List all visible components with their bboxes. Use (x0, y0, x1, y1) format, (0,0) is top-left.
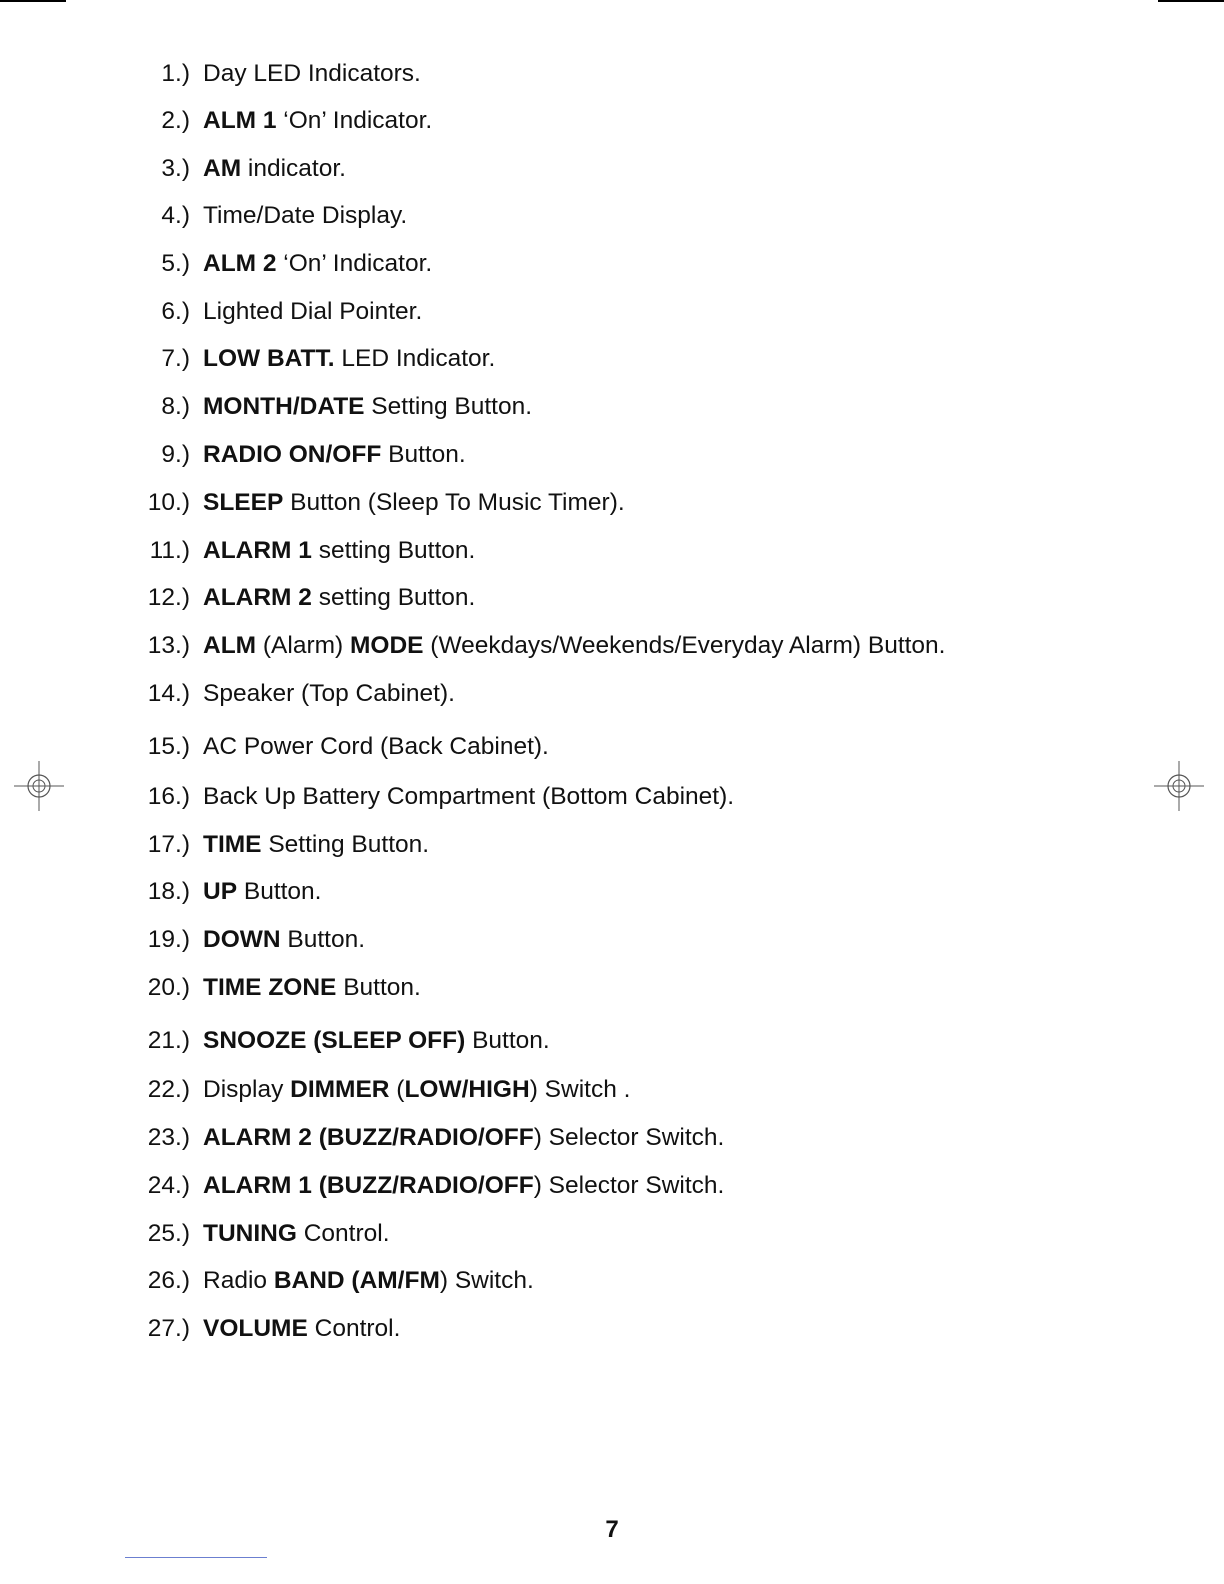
item-label-bold: TUNING (203, 1220, 297, 1247)
list-item (140, 199, 407, 233)
item-number: 25.) (147, 1220, 190, 1247)
item-label: setting Button. (311, 537, 476, 564)
item-label: Radio (203, 1267, 274, 1294)
list-item (140, 730, 549, 764)
list-item (140, 581, 475, 615)
item-number: 5.) (161, 250, 190, 277)
list-item (140, 57, 421, 91)
item-text (203, 155, 346, 182)
registration-mark-right-icon (1154, 761, 1204, 811)
item-label-bold: MODE (350, 632, 424, 659)
item-number: 2.) (161, 107, 190, 134)
item-text (203, 680, 455, 707)
item-label: Button. (465, 1027, 550, 1054)
list-item (140, 1264, 534, 1298)
item-text (203, 298, 422, 325)
list-item (140, 923, 365, 957)
item-text (203, 1267, 534, 1294)
item-label-bold: DOWN (203, 926, 281, 953)
item-number: 11.) (149, 537, 190, 564)
item-label-bold: VOLUME (203, 1315, 308, 1342)
item-label-bold: ALARM 2 (BUZZ/RADIO/OFF (203, 1124, 534, 1151)
item-text (203, 393, 532, 420)
item-label-bold: ALARM 1 (BUZZ/RADIO/OFF (203, 1172, 534, 1199)
item-label: ‘On’ Indicator. (276, 250, 433, 277)
footer-rule (125, 1557, 267, 1558)
item-text (203, 584, 475, 611)
item-label: AC Power Cord (Back Cabinet). (203, 733, 549, 760)
item-label: (Weekdays/Weekends/Everyday Alarm) Button. (423, 632, 946, 659)
item-number: 1.) (161, 60, 190, 87)
item-label: Button. (336, 974, 421, 1001)
list-item (140, 295, 422, 329)
item-number: 15.) (147, 733, 190, 760)
item-label-bold: ALARM 1 (203, 537, 312, 564)
item-text (203, 831, 429, 858)
item-label: Setting Button. (261, 831, 430, 858)
item-label-bold: TIME (203, 831, 262, 858)
list-item (140, 247, 432, 281)
item-text (203, 345, 495, 372)
item-label-bold: ALM 2 (203, 250, 277, 277)
item-text (203, 202, 407, 229)
item-label: (Alarm) (256, 632, 350, 659)
list-item (140, 1073, 630, 1107)
list-item (140, 1024, 550, 1058)
item-text (203, 537, 475, 564)
list-item (140, 534, 475, 568)
item-text (203, 783, 734, 810)
registration-mark-left-icon (14, 761, 64, 811)
item-number: 6.) (161, 298, 190, 325)
item-number: 3.) (161, 155, 190, 182)
item-text (203, 250, 432, 277)
list-item (140, 780, 734, 814)
item-label: Setting Button. (364, 393, 533, 420)
list-item (140, 1121, 724, 1155)
list-item (140, 152, 346, 186)
item-label: Button. (280, 926, 366, 953)
item-number: 13.) (147, 632, 190, 659)
item-label: Button. (237, 878, 322, 905)
item-label: indicator. (241, 155, 346, 182)
list-item (140, 438, 466, 472)
item-label: Button. (381, 441, 466, 468)
list-item (140, 971, 421, 1005)
item-label-bold: SNOOZE (SLEEP OFF) (203, 1027, 466, 1054)
list-item (140, 486, 625, 520)
item-number: 19.) (147, 926, 190, 953)
item-label: setting Button. (311, 584, 476, 611)
item-label-bold: AM (203, 155, 242, 182)
item-label: ( (389, 1076, 405, 1103)
item-label: Back Up Battery Compartment (Bottom Cabinet). (203, 783, 735, 810)
crop-mark-top-left (0, 0, 66, 2)
crop-mark-top-right (1158, 0, 1224, 2)
item-text (203, 733, 549, 760)
item-text (203, 1124, 724, 1151)
item-number: 17.) (147, 831, 190, 858)
list-item (140, 629, 946, 663)
list-item (140, 1169, 724, 1203)
item-text (203, 1076, 630, 1103)
item-label-bold: TIME ZONE (203, 974, 337, 1001)
item-number: 4.) (161, 202, 190, 229)
list-item (140, 1217, 390, 1251)
item-label-bold: DIMMER (290, 1076, 390, 1103)
item-label: Time/Date Display. (203, 202, 408, 229)
item-label-bold: SLEEP (203, 489, 284, 516)
item-number: 9.) (161, 441, 190, 468)
item-number: 18.) (147, 878, 190, 905)
item-text (203, 1027, 550, 1054)
item-number: 21.) (147, 1027, 190, 1054)
item-label-bold: BAND (AM/FM (273, 1267, 440, 1294)
item-label-bold: MONTH/DATE (203, 393, 365, 420)
list-item (140, 875, 322, 909)
item-number: 12.) (147, 584, 190, 611)
item-text (203, 632, 946, 659)
item-text (203, 1315, 400, 1342)
item-number: 7.) (161, 345, 190, 372)
item-label-bold: LOW BATT. (203, 345, 335, 372)
item-text (203, 489, 625, 516)
list-item (140, 104, 432, 138)
item-label: Button (Sleep To Music Timer). (283, 489, 625, 516)
item-label: Speaker (Top Cabinet). (203, 680, 455, 707)
item-label: Display (203, 1076, 291, 1103)
list-item (140, 342, 495, 376)
page-number: 7 (605, 1516, 619, 1543)
item-number: 20.) (147, 974, 190, 1001)
item-number: 10.) (147, 489, 190, 516)
item-number: 14.) (147, 680, 190, 707)
item-text (203, 441, 466, 468)
item-label-bold: ALM (203, 632, 257, 659)
item-number: 24.) (147, 1172, 190, 1199)
item-label-bold: LOW/HIGH (404, 1076, 530, 1103)
item-label: ) Switch . (529, 1076, 631, 1103)
item-text (203, 1220, 390, 1247)
item-number: 22.) (147, 1076, 190, 1103)
list-item (140, 1312, 400, 1346)
item-label-bold: ALM 1 (203, 107, 277, 134)
item-label: Day LED Indicators. (203, 60, 421, 87)
item-number: 8.) (161, 393, 190, 420)
item-label-bold: RADIO ON/OFF (203, 441, 382, 468)
item-text (203, 107, 432, 134)
item-label: LED Indicator. (334, 345, 496, 372)
item-label: ) Selector Switch. (533, 1124, 725, 1151)
item-text (203, 974, 421, 1001)
item-text (203, 1172, 724, 1199)
list-item (140, 828, 429, 862)
list-item (140, 677, 455, 711)
item-text (203, 926, 365, 953)
item-label-bold: ALARM 2 (203, 584, 312, 611)
item-text (203, 60, 421, 87)
item-number: 23.) (147, 1124, 190, 1151)
item-number: 16.) (147, 783, 190, 810)
list-item (140, 390, 532, 424)
item-number: 27.) (147, 1315, 190, 1342)
item-label: ‘On’ Indicator. (276, 107, 433, 134)
item-label: Lighted Dial Pointer. (203, 298, 423, 325)
item-label: Control. (307, 1315, 401, 1342)
item-label-bold: UP (203, 878, 238, 905)
item-label: ) Switch. (439, 1267, 534, 1294)
item-number: 26.) (147, 1267, 190, 1294)
item-label: ) Selector Switch. (533, 1172, 725, 1199)
item-label: Control. (296, 1220, 390, 1247)
item-text (203, 878, 322, 905)
